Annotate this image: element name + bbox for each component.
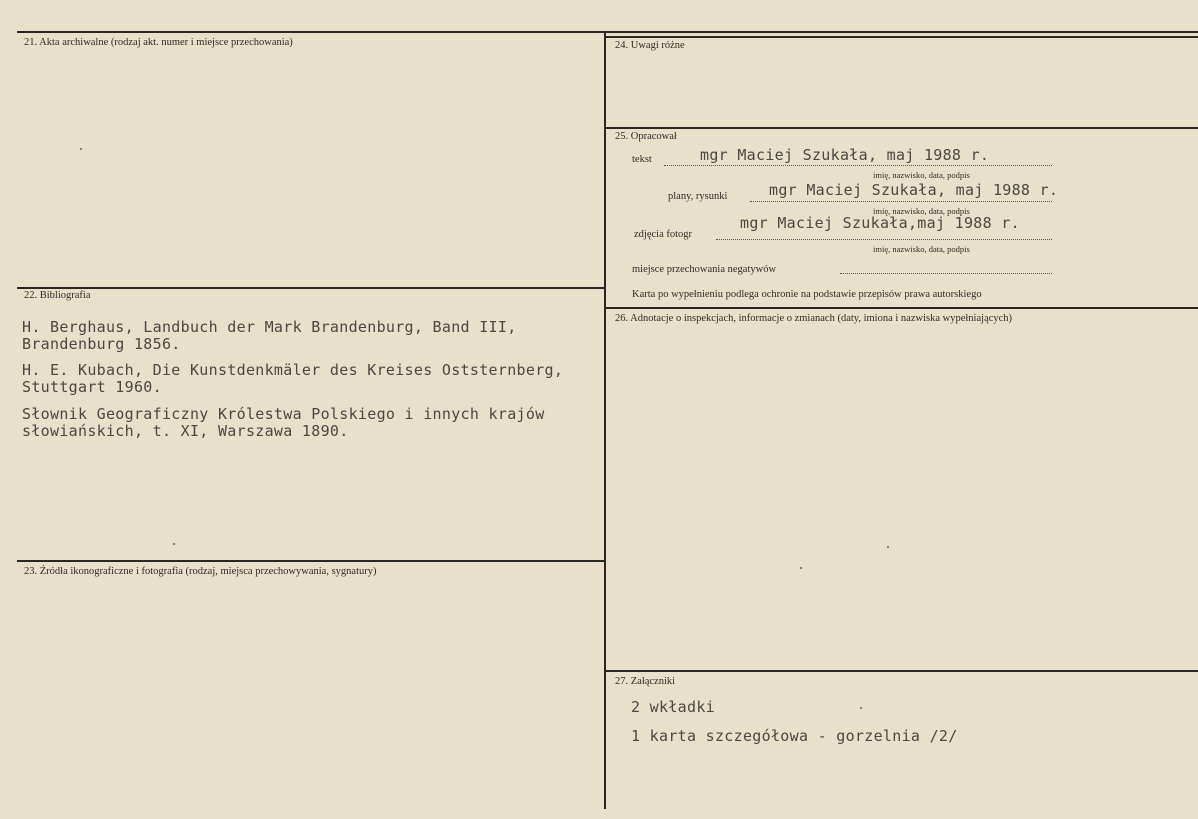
bibliography-entry-2-line-2: Stuttgart 1960. — [22, 378, 162, 396]
zdjecia-dotted-line — [716, 239, 1052, 240]
paper-speck — [860, 707, 862, 709]
negatywy-dotted-line — [840, 273, 1052, 274]
section-25-label: 25. Opracował — [615, 131, 677, 142]
zdjecia-hint: imię, nazwisko, data, podpis — [873, 244, 970, 254]
attachment-item-2: 1 karta szczegółowa - gorzelnia /2/ — [631, 727, 958, 745]
bibliography-entry-1-line-1: H. Berghaus, Landbuch der Mark Brandenburg, Band III, — [22, 318, 517, 336]
bibliography-entry-1-line-2: Brandenburg 1856. — [22, 335, 181, 353]
rule-top — [17, 31, 1198, 33]
plany-dotted-line — [750, 201, 1052, 202]
tekst-dotted-line — [664, 165, 1052, 166]
paper-speck — [887, 546, 889, 548]
tekst-value: mgr Maciej Szukała, maj 1988 r. — [700, 146, 990, 164]
rule-right-24 — [604, 36, 1198, 38]
rule-right-26 — [604, 307, 1198, 309]
paper-speck — [80, 148, 82, 150]
tekst-hint: imię, nazwisko, data, podpis — [873, 170, 970, 180]
plany-value: mgr Maciej Szukała, maj 1988 r. — [769, 181, 1059, 199]
plany-label: plany, rysunki — [668, 191, 728, 202]
bibliography-entry-3-line-2: słowiańskich, t. XI, Warszawa 1890. — [22, 422, 349, 440]
zdjecia-value: mgr Maciej Szukała,maj 1988 r. — [740, 214, 1020, 232]
rule-right-25 — [604, 127, 1198, 129]
plany-hint: imię, nazwisko, data, podpis — [873, 206, 970, 216]
paper-speck — [173, 543, 175, 545]
bibliography-entry-2-line-1: H. E. Kubach, Die Kunstdenkmäler des Kreises Oststernberg, — [22, 361, 564, 379]
section-21-label: 21. Akta archiwalne (rodzaj akt. numer i miejsce przechowania) — [24, 37, 293, 48]
zdjecia-label: zdjęcia fotogr — [634, 229, 693, 240]
section-23-label: 23. Źródła ikonograficzne i fotografia (rodzaj, miejsca przechowywania, sygnatury) — [24, 566, 377, 577]
section-24-label: 24. Uwagi różne — [615, 40, 685, 51]
section-22-label: 22. Bibliografia — [24, 290, 91, 301]
rule-vertical-divider — [604, 31, 606, 809]
attachment-item-1: 2 wkładki — [631, 698, 715, 716]
copyright-notice: Karta po wypełnieniu podlega ochronie na podstawie przepisów prawa autorskiego — [632, 289, 982, 300]
negatywy-label: miejsce przechowania negatywów — [632, 264, 777, 275]
paper-speck — [800, 567, 802, 569]
section-27-label: 27. Załączniki — [615, 676, 676, 687]
rule-left-23 — [17, 560, 606, 562]
rule-left-22 — [17, 287, 606, 289]
rule-right-27 — [604, 670, 1198, 672]
bibliography-entry-3-line-1: Słownik Geograficzny Królestwa Polskiego i innych krajów — [22, 405, 545, 423]
tekst-label: tekst — [632, 154, 652, 165]
section-26-label: 26. Adnotacje o inspekcjach, informacje o zmianach (daty, imiona i nazwiska wypełniających) — [615, 313, 1013, 324]
